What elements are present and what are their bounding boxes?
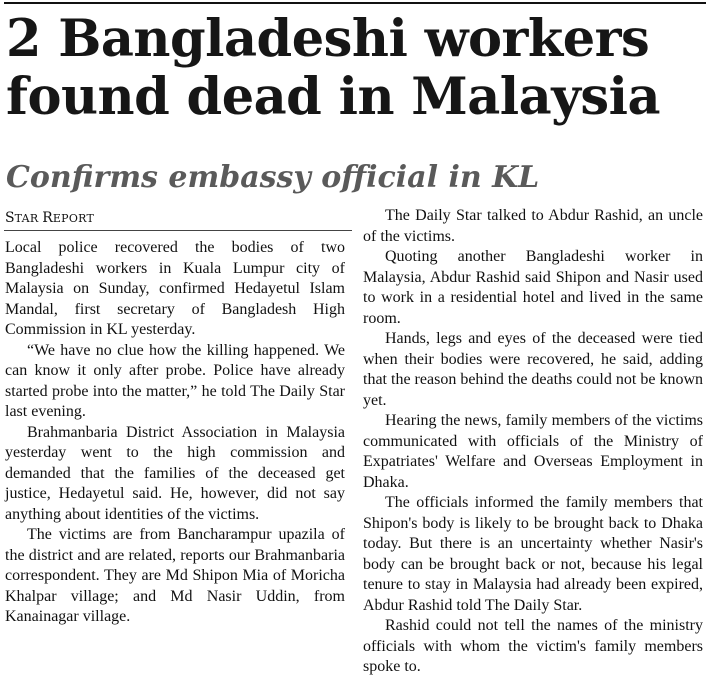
subheadline: Confirms embassy official in KL (6, 160, 540, 195)
byline: STAR REPORT (5, 210, 95, 226)
paragraph: The Daily Star talked to Abdur Rashid, an uncle of the victims. (363, 207, 703, 245)
article-column-right (363, 206, 703, 678)
paragraph: Hearing the news, family members of the victims communicated with officials of the Ministry of Expatriates' Welfare and Overseas Employment in Dhaka. (363, 412, 703, 491)
article-column-left (5, 238, 345, 628)
headline (6, 10, 706, 126)
top-rule (4, 2, 706, 4)
headline-line-1: 2 Bangladeshi workers (6, 9, 650, 69)
paragraph: The officials informed the family members that Shipon's body is likely to be brought back to Dhaka today. But there is an uncertainty whether Nasir's body can be brought back or not, because his legal tenure to stay in Malaysia had already been expired, Abdur Rashid told The Daily Star. (363, 494, 703, 614)
paragraph: “We have no clue how the killing happened. We can know it only after probe. Police have already started probe into the matter,” he told The Daily Star last evening. (5, 341, 345, 420)
paragraph: Rashid could not tell the names of the ministry officials with whom the victim's family members spoke to. (363, 617, 703, 675)
paragraph: Brahmanbaria District Association in Malaysia yesterday went to the high commission and demanded that the families of the deceased get justice, Hedayetul said. He, however, did not say anything about identities of the victims. (5, 423, 345, 523)
byline-rule (4, 230, 352, 231)
paragraph: Local police recovered the bodies of two Bangladeshi workers in Kuala Lumpur city of Malaysia on Sunday, confirmed Hedayetul Islam Mandal, first secretary of Bangladesh High Commission in KL yesterday. (5, 239, 345, 338)
paragraph: The victims are from Bancharampur upazila of the district and are related, reports our Brahmanbaria correspondent. They are Md Shipon Mia of Moricha Khalpar village; and Md Nasir Uddin, from Kanainagar village. (5, 526, 345, 625)
headline-line-2: found dead in Malaysia (6, 67, 660, 127)
paragraph: Quoting another Bangladeshi worker in Malaysia, Abdur Rashid said Shipon and Nasir used to work in a residential hotel and lived in the same room. (363, 248, 703, 327)
paragraph: Hands, legs and eyes of the deceased were tied when their bodies were recovered, he said, adding that the reason behind the deaths could not be known yet. (363, 330, 703, 409)
